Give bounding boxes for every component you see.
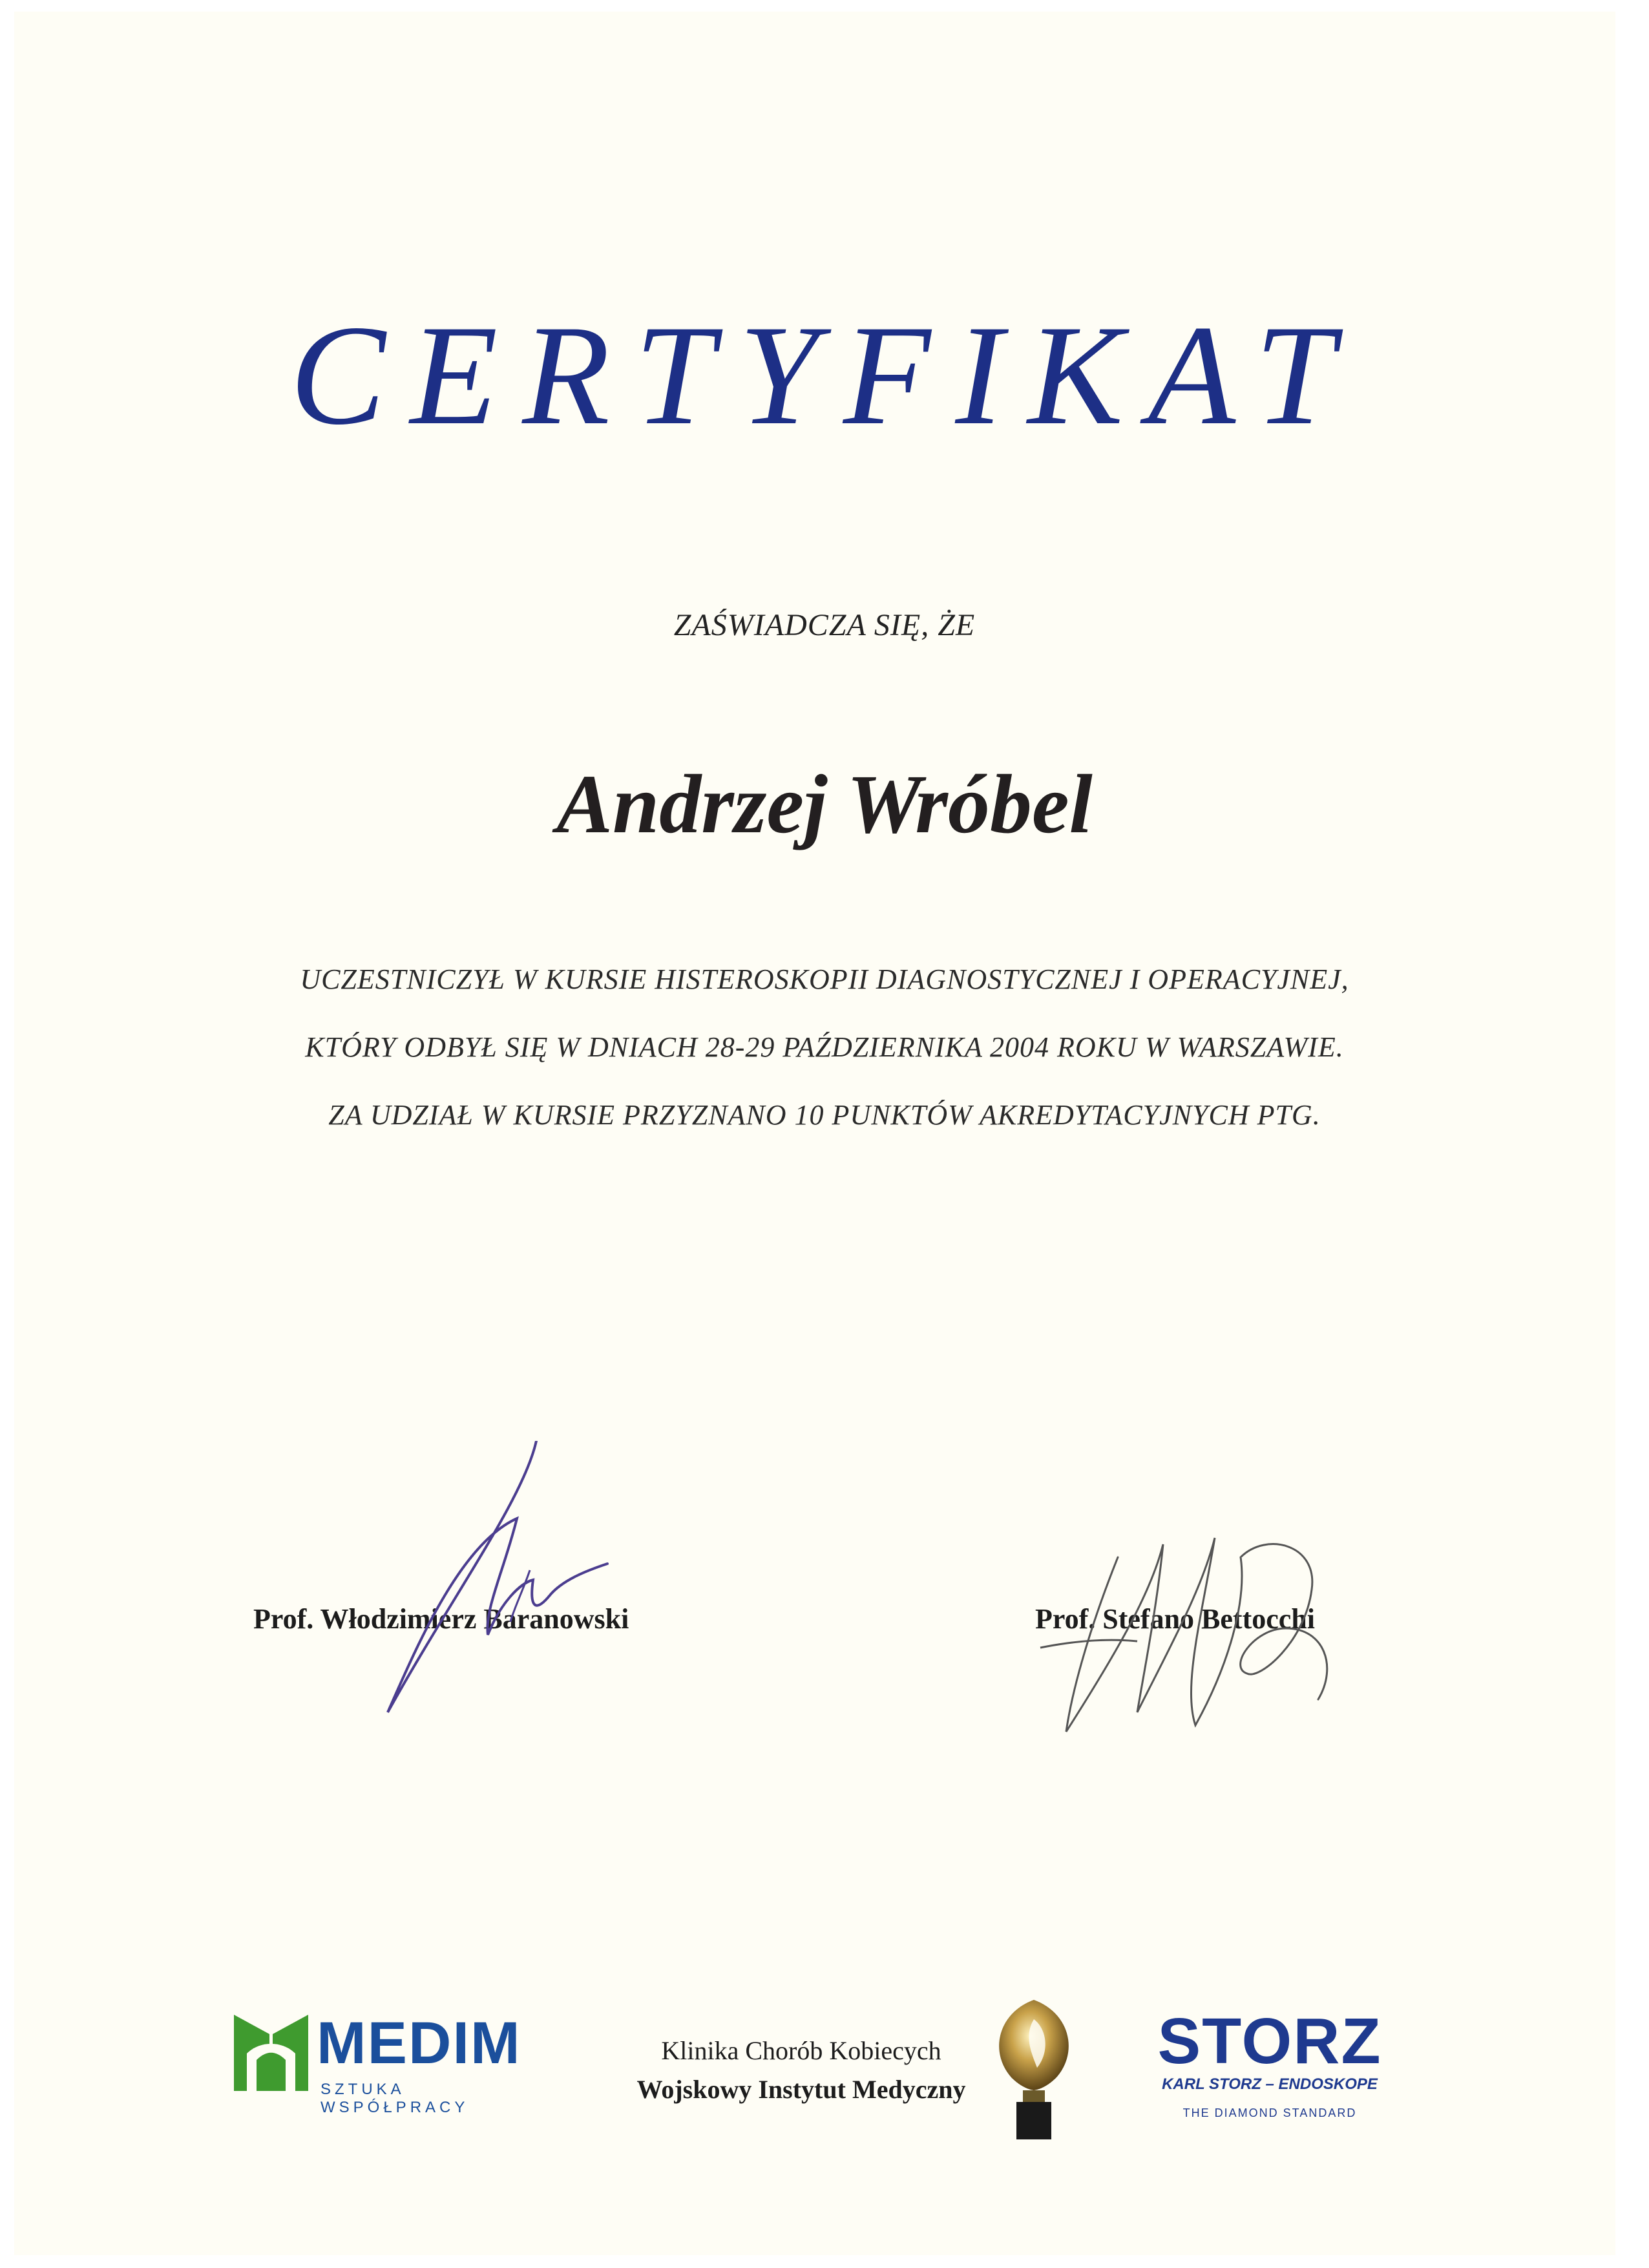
signatory-name-left: Prof. Włodzimierz Baranowski xyxy=(253,1603,629,1635)
storz-logo xyxy=(1150,2005,1389,2119)
storz-wordmark: STORZ xyxy=(1157,2005,1382,2077)
signature-right xyxy=(1034,1518,1370,1751)
body-line: UCZESTNICZYŁ W KURSIE HISTEROSKOPII DIAGNOSTYCZNEJ I OPERACYJNEJ, xyxy=(300,963,1349,995)
signature-left xyxy=(362,1441,659,1745)
certificate-intro: ZAŚWIADCZA SIĘ, ŻE xyxy=(673,608,976,642)
award-trophy-icon xyxy=(985,1993,1082,2142)
institution-department: Klinika Chorób Kobiecych xyxy=(661,2036,941,2065)
institution-name: Wojskowy Instytut Medyczny xyxy=(636,2075,966,2104)
certificate-title: CERTYFIKAT xyxy=(289,296,1360,455)
recipient-name: Andrzej Wróbel xyxy=(556,758,1093,851)
signatory-name-right: Prof. Stefano Bettocchi xyxy=(1035,1603,1315,1635)
storz-tagline: THE DIAMOND STANDARD xyxy=(1182,2106,1357,2119)
body-line: ZA UDZIAŁ W KURSIE PRZYZNANO 10 PUNKTÓW AKREDYTACYJNYCH PTG. xyxy=(328,1099,1321,1131)
medim-logo xyxy=(234,2010,521,2116)
medim-wordmark: MEDIM xyxy=(317,2010,521,2076)
medim-emblem-icon xyxy=(234,2015,308,2091)
storz-subtitle: KARL STORZ – ENDOSKOPE xyxy=(1162,2075,1378,2093)
body-line: KTÓRY ODBYŁ SIĘ W DNIACH 28-29 PAŹDZIERNIKA 2004 ROKU W WARSZAWIE. xyxy=(305,1031,1344,1063)
medim-tagline: SZTUKA WSPÓŁPRACY xyxy=(320,2081,469,2116)
